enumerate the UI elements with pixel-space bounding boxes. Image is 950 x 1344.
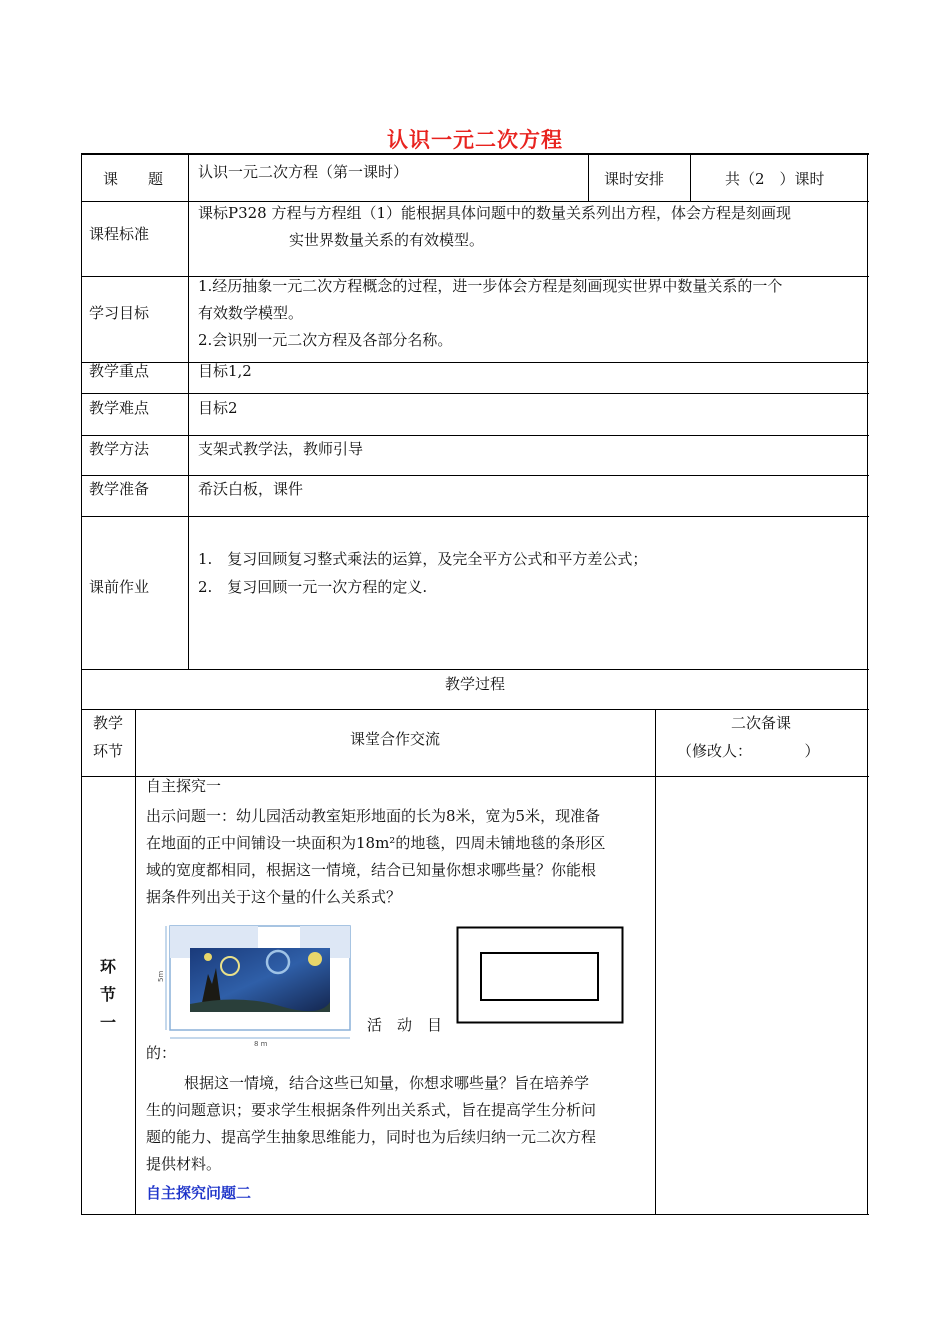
floor-diagram <box>157 924 354 1048</box>
classroom-floor-illustration <box>157 924 354 1048</box>
activity-purpose-label: 活 动 目 <box>367 1016 443 1034</box>
preparation-value: 希沃白板，课件 <box>198 480 304 498</box>
goals-line-2: 有效数学模型。 <box>198 304 304 322</box>
topic-value: 认识一元二次方程（第一课时） <box>198 163 409 181</box>
carpet-schematic <box>456 926 624 1024</box>
purpose-line-2: 生的问题意识；要求学生根据条件列出关系式，旨在提高学生分析问 <box>146 1101 597 1119</box>
purpose-line-1: 根据这一情境，结合这些已知量，你想求哪些量？旨在培养学 <box>184 1074 590 1092</box>
table-border-top <box>81 153 869 155</box>
row-label-key: 教学重点 <box>89 362 150 380</box>
next-section-title: 自主探究问题二 <box>146 1184 252 1202</box>
purpose-line-3: 题的能力、提高学生抽象思维能力，同时也为后续归纳一元二次方程 <box>146 1128 597 1146</box>
section-subtitle: 自主探究一 <box>146 777 222 795</box>
schedule-label: 课时安排 <box>604 170 665 188</box>
stage-one-label: 环 节 一 <box>99 957 116 1032</box>
key-value: 目标1,2 <box>198 362 252 380</box>
inner-carpet-rect <box>481 953 598 1000</box>
col-stage-line-1: 教学 <box>93 714 124 732</box>
row-label-standard: 课程标准 <box>89 225 150 243</box>
lesson-plan-table <box>81 153 869 1215</box>
col-stage-line-2: 环节 <box>93 742 124 760</box>
standard-line-2: 实世界数量关系的有效模型。 <box>289 231 485 249</box>
row-label-preparation: 教学准备 <box>89 480 150 498</box>
method-value: 支架式教学法，教师引导 <box>198 440 364 458</box>
topic-label: 课 题 <box>103 170 164 188</box>
col-revision-header: 二次备课 <box>730 714 791 732</box>
col-revision-editor: （修改人： ） <box>677 742 820 760</box>
standard-line-1: 课标P328 方程与方程组（1）能根据具体问题中的数量关系列出方程，体会方程是刻画现 <box>198 204 792 222</box>
width-dimension: 5m <box>157 970 165 982</box>
row-label-method: 教学方法 <box>89 440 150 458</box>
process-heading: 教学过程 <box>444 675 505 693</box>
goals-line-3: 2.会识别一元二次方程及各部分名称。 <box>198 331 453 349</box>
row-label-goals: 学习目标 <box>89 304 150 322</box>
problem-line-4: 据条件列出关于这个量的什么关系式？ <box>146 888 402 906</box>
table-border-bottom <box>81 1214 869 1215</box>
schedule-value: 共（2 ）课时 <box>725 170 825 188</box>
problem-line-2: 在地面的正中间铺设一块面积为18m²的地毯，四周未铺地毯的条形区 <box>146 834 606 852</box>
col-activity-header: 课堂合作交流 <box>349 730 440 748</box>
length-dimension: 8 m <box>254 1040 268 1048</box>
goals-line-1: 1.经历抽象一元二次方程概念的过程，进一步体会方程是刻画现实世界中数量关系的一个 <box>198 277 783 295</box>
homework-item-1: 1. 复习回顾复习整式乘法的运算，及完全平方公式和平方差公式； <box>198 550 648 568</box>
document-title: 认识一元二次方程 <box>387 127 563 152</box>
difficulty-value: 目标2 <box>198 399 238 417</box>
problem-line-3: 域的宽度都相同，根据这一情境，结合已知量你想求哪些量？你能根 <box>146 861 597 879</box>
problem-line-1: 出示问题一：幼儿园活动教室矩形地面的长为8米，宽为5米，现准备 <box>146 807 601 825</box>
purpose-line-4: 提供材料。 <box>146 1155 222 1173</box>
activity-purpose-cont: 的： <box>146 1044 177 1062</box>
row-label-homework: 课前作业 <box>89 578 150 596</box>
homework-item-2: 2. 复习回顾一元一次方程的定义. <box>198 578 428 596</box>
row-label-difficulty: 教学难点 <box>89 399 150 417</box>
